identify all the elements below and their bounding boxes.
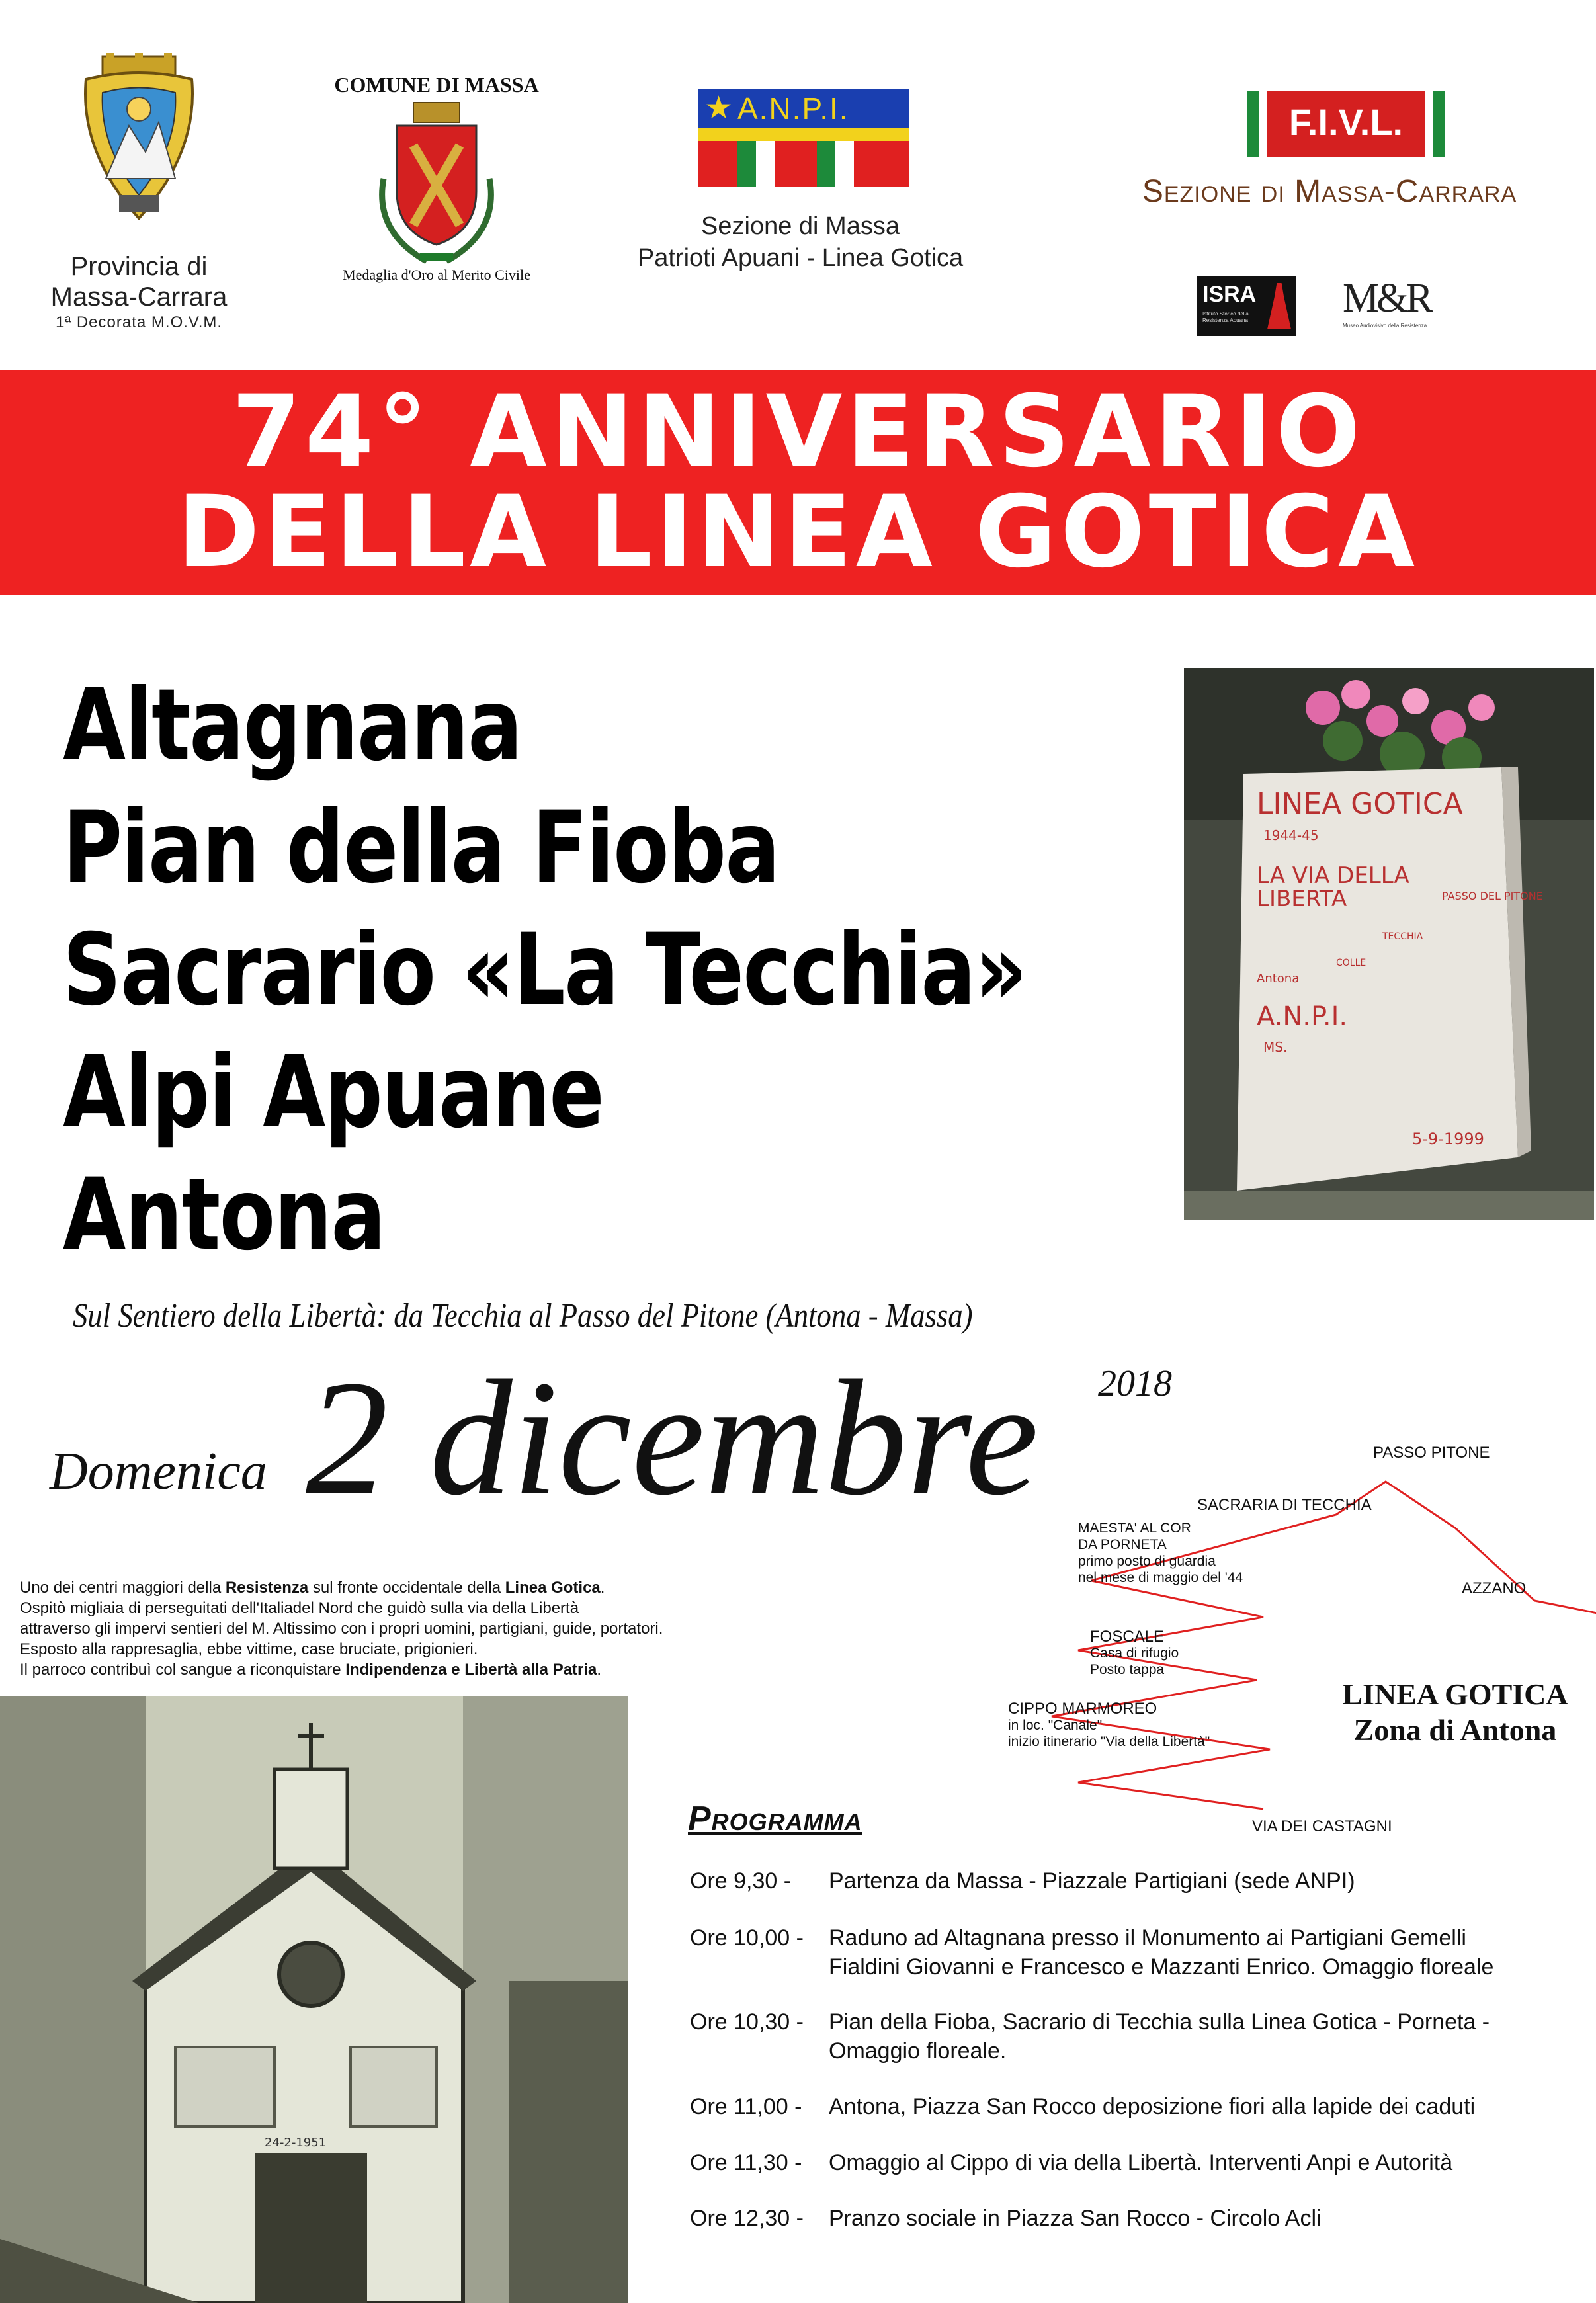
mr-sub: Museo Audiovisivo della Resistenza bbox=[1343, 323, 1427, 329]
map-title-line-1: LINEA GOTICA bbox=[1342, 1677, 1568, 1711]
mr-logo bbox=[1339, 276, 1452, 336]
provincia-caption bbox=[26, 251, 251, 333]
stone-text-7: COLLE bbox=[1336, 958, 1366, 968]
comune-medal: Medaglia d'Oro al Merito Civile bbox=[343, 267, 530, 283]
fivl-section: Sezione di Massa-Carrara bbox=[1142, 174, 1517, 209]
stone-text-4: LIBERTA bbox=[1257, 886, 1347, 912]
subtitle: Sul Sentiero della Libertà: da Tecchia al Passo del Pitone (Antona - Massa) bbox=[73, 1297, 973, 1335]
program-time: Ore 11,00 - bbox=[690, 2094, 802, 2119]
stone-text-8: Antona bbox=[1257, 972, 1300, 985]
comune-title: COMUNE DI MASSA bbox=[334, 73, 539, 97]
stone-text-5: PASSO DEL PITONE bbox=[1442, 890, 1543, 902]
anpi-caption bbox=[582, 210, 1019, 274]
fivl-logo bbox=[1247, 91, 1445, 157]
intro-line-3: attraverso gli impervi sentieri del M. Altissimo con i propri uomini, partigiani, guide, portatori. bbox=[20, 1620, 663, 1638]
intro-line-4: Esposto alla rappresaglia, ebbe vittime, case bruciate, prigionieri. bbox=[20, 1640, 478, 1658]
date-day: 2 dicembre bbox=[306, 1347, 1039, 1530]
map-foscale: FOSCALE Casa di rifugio Posto tappa bbox=[1090, 1628, 1179, 1677]
place-antona: Antona bbox=[63, 1157, 385, 1273]
stone-text-10: MS. bbox=[1263, 1039, 1288, 1055]
date-year: 2018 bbox=[1098, 1363, 1172, 1404]
intro-paragraph bbox=[20, 1577, 681, 1680]
date-weekday: Domenica bbox=[50, 1443, 267, 1501]
anpi-line2: Patrioti Apuani - Linea Gotica bbox=[637, 244, 964, 272]
program-desc: Pian della Fioba, Sacrario di Tecchia sulla Linea Gotica - Porneta - Omaggio floreale. bbox=[829, 2009, 1490, 2064]
map-title bbox=[1323, 1677, 1587, 1748]
stone-text-9: A.N.P.I. bbox=[1257, 1001, 1348, 1032]
stone-text-1: LINEA GOTICA bbox=[1257, 787, 1463, 821]
title-banner bbox=[0, 370, 1596, 595]
banner-line-1: 74° ANNIVERSARIO bbox=[231, 374, 1365, 489]
anpi-logo-text: A.N.P.I. bbox=[737, 91, 849, 126]
program-desc: Antona, Piazza San Rocco deposizione fiori alla lapide dei caduti bbox=[829, 2094, 1476, 2119]
linea-gotica-map bbox=[992, 1415, 1596, 1859]
comune-logo bbox=[367, 99, 506, 271]
stone-text-6: TECCHIA bbox=[1382, 931, 1423, 942]
stone-text-3: LA VIA DELLA bbox=[1257, 862, 1409, 889]
place-alpi-apuane: Alpi Apuane bbox=[63, 1035, 604, 1150]
star-icon: ★ bbox=[704, 91, 734, 126]
anpi-line1: Sezione di Massa bbox=[701, 212, 900, 240]
map-sacraria: SACRARIA DI TECCHIA bbox=[1197, 1496, 1372, 1514]
program-time: Ore 9,30 - bbox=[690, 1868, 792, 1894]
program-desc: Raduno ad Altagnana presso il Monumento ai Partigiani Gemelli Fialdini Giovanni e Francesco e Mazzanti Enrico. Omaggio floreale bbox=[829, 1925, 1494, 1980]
chapel-image bbox=[0, 1696, 628, 2303]
program-time: Ore 10,30 - bbox=[690, 2009, 804, 2034]
provincia-line1: Provincia di bbox=[70, 252, 208, 281]
map-cippo: CIPPO MARMOREO in loc. "Canale" inizio itinerario "Via della Libertà" bbox=[1008, 1700, 1210, 1749]
map-maesta: MAESTA' AL COR DA PORNETA primo posto di guardia nel mese di maggio del '44 bbox=[1078, 1521, 1243, 1585]
mr-logo-text: M&R bbox=[1343, 276, 1431, 321]
program-time: Ore 11,30 - bbox=[690, 2150, 802, 2175]
map-azzano: AZZANO bbox=[1462, 1579, 1527, 1597]
map-passo-pitone: PASSO PITONE bbox=[1373, 1444, 1490, 1462]
memorial-stone-photo bbox=[1184, 668, 1594, 1220]
chapel-plaque: 24-2-1951 bbox=[265, 2136, 327, 2150]
program-desc: Omaggio al Cippo di via della Libertà. Interventi Anpi e Autorità bbox=[829, 2150, 1453, 2175]
place-pian-della-fioba: Pian della Fioba bbox=[63, 790, 779, 905]
isra-logo bbox=[1197, 276, 1296, 336]
banner-line-2: DELLA LINEA GOTICA bbox=[177, 475, 1419, 590]
memorial-stone-image bbox=[1184, 668, 1594, 1220]
program-time: Ore 12,30 - bbox=[690, 2206, 804, 2231]
anpi-logo bbox=[698, 89, 909, 187]
stone-text-11: 5-9-1999 bbox=[1412, 1130, 1484, 1148]
isra-sub: Istituto Storico della Resistenza Apuana bbox=[1202, 311, 1249, 323]
intro-line-5: Il parroco contribuì col sangue a riconquistare Indipendenza e Libertà alla Patria. bbox=[20, 1661, 602, 1679]
place-altagnana: Altagnana bbox=[63, 668, 522, 783]
provincia-line2: Massa-Carrara bbox=[50, 282, 228, 312]
chapel-photo bbox=[0, 1696, 628, 2303]
comune-crest-icon bbox=[367, 99, 506, 271]
provincia-logo bbox=[66, 53, 212, 231]
provincia-crest-icon bbox=[66, 53, 212, 231]
program-desc: Partenza da Massa - Piazzale Partigiani (sede ANPI) bbox=[829, 1868, 1355, 1894]
place-sacrario-la-tecchia: Sacrario «La Tecchia» bbox=[63, 913, 1027, 1028]
partisan-figures-icon bbox=[1267, 283, 1291, 329]
intro-line-1: Uno dei centri maggiori della Resistenza sul fronte occidentale della Linea Gotica. bbox=[20, 1579, 605, 1597]
program-desc: Pranzo sociale in Piazza San Rocco - Circolo Acli bbox=[829, 2206, 1322, 2231]
program-heading: Programma bbox=[688, 1800, 862, 1838]
isra-logo-text: ISRA bbox=[1202, 282, 1257, 307]
map-via-castagni: VIA DEI CASTAGNI bbox=[1252, 1818, 1392, 1835]
fivl-logo-text: F.I.V.L. bbox=[1288, 101, 1404, 143]
intro-line-2: Ospitò migliaia di perseguitati dell'Italiadel Nord che guidò sulla via della Libertà bbox=[20, 1599, 579, 1617]
map-title-line-2: Zona di Antona bbox=[1353, 1713, 1557, 1747]
stone-text-2: 1944-45 bbox=[1263, 827, 1319, 843]
program-time: Ore 10,00 - bbox=[690, 1925, 804, 1950]
provincia-line3: 1ª Decorata M.O.V.M. bbox=[55, 314, 223, 331]
